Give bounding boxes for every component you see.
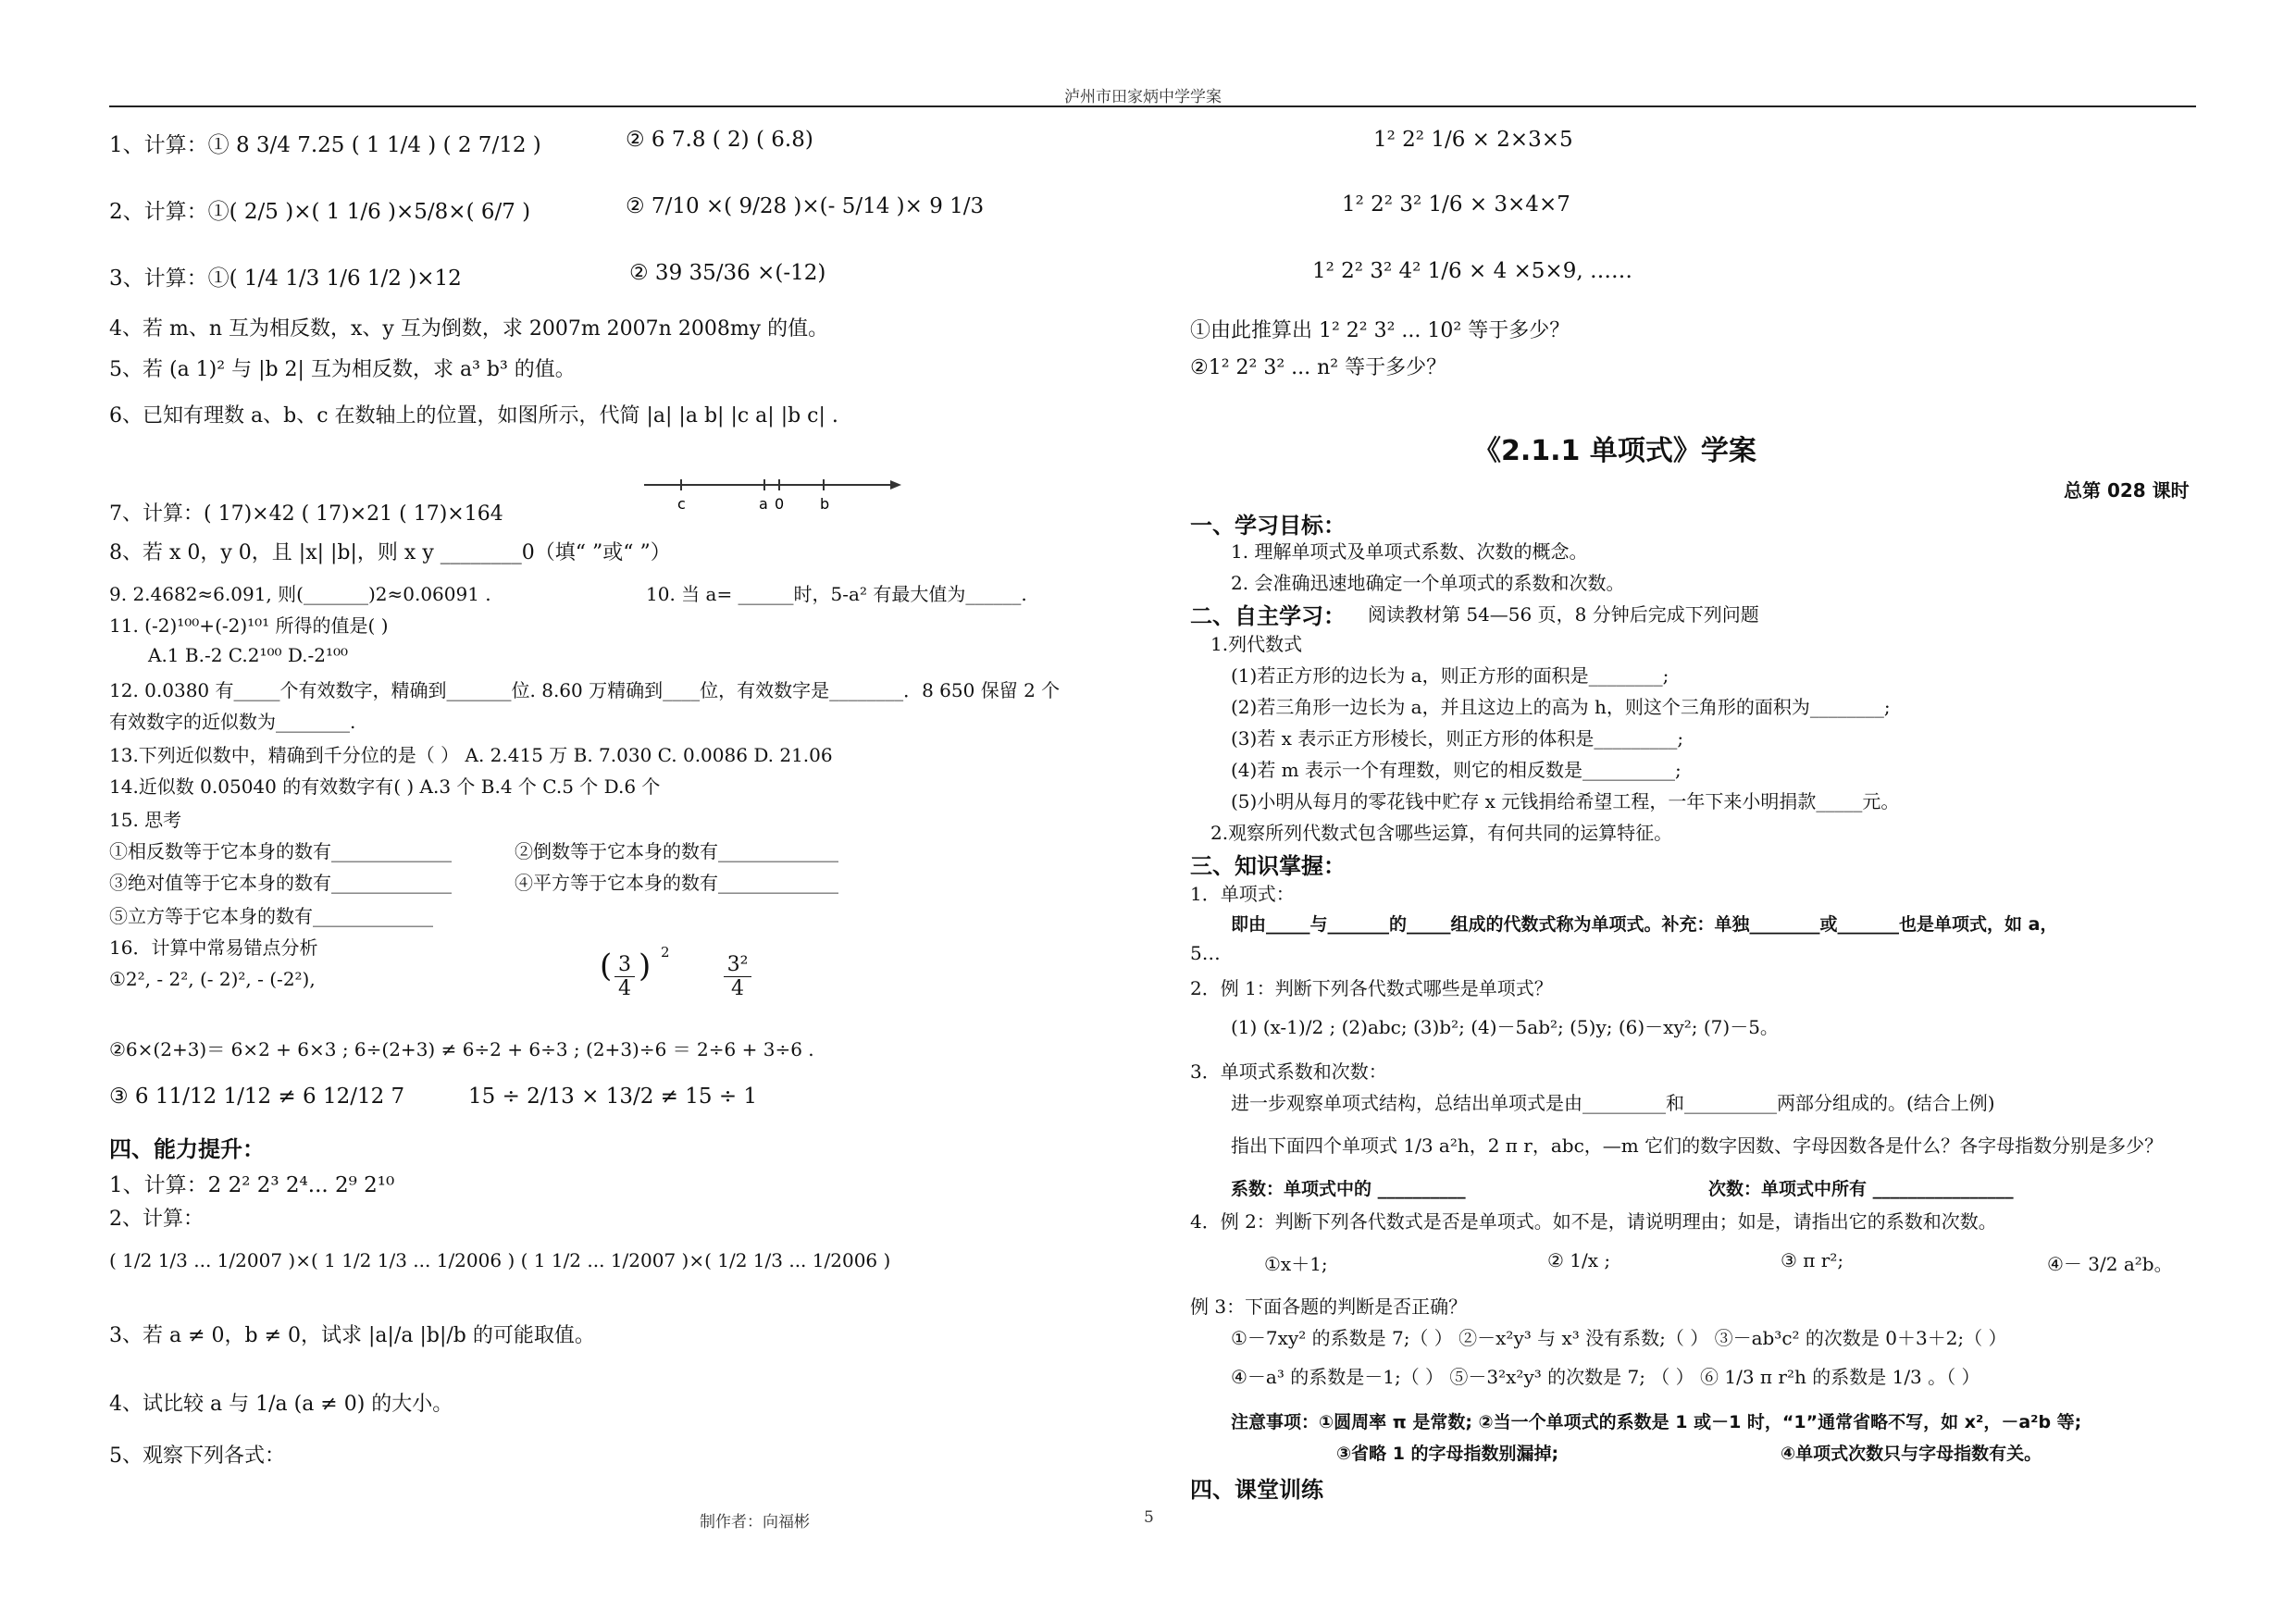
- footer-page-number: 5: [1144, 1508, 1154, 1527]
- page-header-school: 泸州市田家炳中学学案: [1064, 88, 1222, 106]
- ability-q2-title: 2、计算：: [109, 1208, 204, 1231]
- q8: 8、若 x 0，y 0，且 |x| |b|，则 x y ________0（填“ ”或“ ”）: [109, 541, 671, 564]
- ability-q2-expr: ( 1/2 1/3 ... 1/2007 )×( 1 1/2 1/3 ... 1/2006 ) ( 1 1/2 ... 1/2007 )×( 1/2 1/3 ... 1/2006 ): [109, 1249, 891, 1271]
- q9: 9. 2.4682≈6.091, 则(_______)2≈0.06091 .: [109, 583, 491, 605]
- paren-left: (: [600, 948, 613, 985]
- q16-line1: ①2², - 2², (- 2)², - (-2²),: [109, 968, 316, 990]
- notes-row2a: ③省略 1 的字母指数别漏掉;: [1336, 1444, 1559, 1464]
- ability-q3: 3、若 a ≠ 0，b ≠ 0，试求 |a|/a |b|/b 的可能取值。: [109, 1324, 595, 1347]
- pattern-line2: 1² 2² 3² 1/6 × 3×4×7: [1342, 192, 1570, 217]
- section-knowledge: 三、知识掌握：: [1190, 853, 1346, 879]
- example-2-b: ② 1/x ;: [1547, 1249, 1611, 1271]
- q16-line2: ②6×(2+3)＝ 6×2 + 6×3 ; 6÷(2+3) ≠ 6÷2 + 6÷3 ; (2+3)÷6 ＝ 2÷6 + 3÷6 .: [109, 1038, 814, 1060]
- paren-right: ): [639, 948, 652, 985]
- self-study-instruction: 阅读教材第 54—56 页，8 分钟后完成下列问题: [1368, 603, 1759, 626]
- footer-author: 制作者：向福彬: [700, 1513, 810, 1531]
- lesson-title: 《2.1.1 单项式》学案: [1473, 435, 1756, 467]
- label-c: c: [677, 495, 686, 513]
- fraction-3-4: [614, 953, 635, 1000]
- section-ability: 四、能力提升：: [109, 1136, 265, 1162]
- q13: 13.下列近似数中，精确到千分位的是（ ） A. 2.415 万 B. 7.030 C. 0.0086 D. 21.06: [109, 744, 833, 766]
- q11-options: A.1 B.-2 C.2¹⁰⁰ D.-2¹⁰⁰: [148, 644, 349, 666]
- label-b: b: [820, 495, 830, 513]
- knowledge-1-cont: 5…: [1190, 942, 1221, 964]
- fraction-3sq-4: [724, 953, 751, 1000]
- q7: 7、计算：( 17)×42 ( 17)×21 ( 17)×164: [109, 502, 503, 526]
- degree-def: 次数：单项式中所有 ________________: [1708, 1179, 2014, 1199]
- q2-part1: 2、计算：①( 2/5 )×( 1 1/6 )×5/8×( 6/7 ): [109, 200, 531, 224]
- q2-part2: ② 7/10 ×( 9/28 )×(- 5/14 )× 9 1/3: [626, 194, 985, 218]
- q1-part1: 1、计算：① 8 3/4 7.25 ( 1 1/4 ) ( 2 7/12 ): [109, 133, 541, 157]
- exponent-2: 2: [661, 944, 670, 961]
- fraction-numerator: 3: [614, 953, 635, 977]
- example-3: 例 3：下面各题的判断是否正确？: [1190, 1295, 1468, 1318]
- section-classroom: 四、课堂训练: [1190, 1477, 1323, 1503]
- self-study-1-4: (4)若 m 表示一个有理数，则它的相反数是__________;: [1231, 759, 1682, 781]
- example-2-a: ①x＋1;: [1264, 1253, 1328, 1275]
- q16-line3a: ③ 6 11/12 1/12 ≠ 6 12/12 7: [109, 1085, 405, 1109]
- example-1-items: (1) (x-1)/2 ; (2)abc; (3)b²; (4)－5ab²; (5)y; (6)－xy²; (7)－5。: [1231, 1016, 1779, 1038]
- example-2-c: ③ π r²;: [1781, 1249, 1844, 1271]
- section-goals: 一、学习目标：: [1190, 513, 1346, 539]
- ability-q1: 1、计算：2 2² 2³ 2⁴... 2⁹ 2¹⁰: [109, 1173, 395, 1197]
- q3-part2: ② 39 35/36 ×(-12): [629, 261, 826, 285]
- q5: 5、若 (a 1)² 与 |b 2| 互为相反数，求 a³ b³ 的值。: [109, 358, 576, 381]
- self-study-2: 2.观察所列代数式包含哪些运算，有何共同的运算特征。: [1210, 822, 1673, 844]
- q15-item2: ②倒数等于它本身的数有_____________: [515, 840, 838, 862]
- q14: 14.近似数 0.05040 的有效数字有( ) A.3 个 B.4 个 C.5 个 D.6 个: [109, 775, 661, 798]
- q10: 10. 当 a= ______时，5-a² 有最大值为______.: [646, 583, 1027, 605]
- example-2-d: ④－ 3/2 a²b。: [2047, 1253, 2173, 1275]
- q12-line1: 12. 0.0380 有_____个有效数字，精确到_______位. 8.60 万精确到____位，有效数字是________．8 650 保留 2 个: [109, 679, 1061, 701]
- label-a: a: [759, 495, 768, 513]
- pattern-line1: 1² 2² 1/6 × 2×3×5: [1373, 128, 1573, 152]
- notes-row1: 注意事项：①圆周率 π 是常数; ②当一个单项式的系数是 1 或－1 时，“1”通常省略不写，如 x²，－a²b 等;: [1231, 1412, 2082, 1432]
- q15-item3: ③绝对值等于它本身的数有_____________: [109, 872, 452, 894]
- header-rule: [109, 105, 2196, 107]
- pattern-q1: ①由此推算出 1² 2² 3² ... 10² 等于多少？: [1190, 319, 1570, 342]
- knowledge-3-text: 进一步观察单项式结构，总结出单项式是由_________和__________两部分组成的。(结合上例): [1231, 1092, 1995, 1114]
- q12-line2: 有效数字的近似数为________.: [109, 711, 356, 733]
- knowledge-1: 1．单项式：: [1190, 883, 1295, 905]
- fraction-denominator: 4: [618, 977, 631, 1000]
- fraction-numerator: 3²: [724, 953, 751, 977]
- coefficient-def: 系数：单项式中的 __________: [1231, 1179, 1466, 1199]
- label-0: 0: [775, 495, 785, 513]
- q3-part1: 3、计算：①( 1/4 1/3 1/6 1/2 )×12: [109, 267, 462, 291]
- self-study-1-5: (5)小明从每月的零花钱中贮存 x 元钱捐给希望工程，一年下来小明捐款_____元。: [1231, 790, 1900, 812]
- q15-title: 15. 思考: [109, 809, 182, 831]
- self-study-1: 1.列代数式: [1210, 633, 1303, 655]
- notes-row2b: ④单项式次数只与字母指数有关。: [1781, 1444, 2042, 1464]
- self-study-1-3: (3)若 x 表示正方形棱长，则正方形的体积是_________;: [1231, 727, 1684, 750]
- pattern-q2: ②1² 2² 3² ... n² 等于多少？: [1190, 356, 1447, 379]
- section-self-study: 二、自主学习：: [1190, 603, 1346, 629]
- lesson-number: 总第 028 课时: [2064, 479, 2190, 502]
- number-line: [644, 470, 903, 513]
- number-line-arrow: [890, 480, 901, 490]
- self-study-1-1: (1)若正方形的边长为 a，则正方形的面积是________;: [1231, 664, 1669, 687]
- ability-q4: 4、试比较 a 与 1/a (a ≠ 0) 的大小。: [109, 1393, 453, 1416]
- q16-title: 16．计算中常易错点分析: [109, 936, 318, 959]
- fraction-denominator: 4: [731, 977, 744, 1000]
- goal-2: 2. 会准确迅速地确定一个单项式的系数和次数。: [1231, 572, 1625, 594]
- example-1: 2．例 1：判断下列各代数式哪些是单项式？: [1190, 977, 1553, 999]
- example-3-row1: ①－7xy² 的系数是 7;（ ） ②－x²y³ 与 x³ 没有系数;（ ） ③－ab³c² 的次数是 0＋3＋2;（ ）: [1231, 1327, 2007, 1349]
- self-study-1-2: (2)若三角形一边长为 a，并且这边上的高为 h，则这个三角形的面积为________;: [1231, 696, 1891, 718]
- q15-item4: ④平方等于它本身的数有_____________: [515, 872, 838, 894]
- q1-part2: ② 6 7.8 ( 2) ( 6.8): [626, 128, 813, 152]
- example-2: 4．例 2：判断下列各代数式是否是单项式。如不是，请说明理由；如是，请指出它的系数和次数。: [1190, 1210, 1997, 1233]
- q16-line3b: 15 ÷ 2/13 × 13/2 ≠ 15 ÷ 1: [468, 1085, 758, 1109]
- example-3-row2: ④－a³ 的系数是－1;（ ） ⑤－3²x²y³ 的次数是 7; （ ） ⑥ 1/3 π r²h 的系数是 1/3 。（ ）: [1231, 1366, 1980, 1388]
- q15-item1: ①相反数等于它本身的数有_____________: [109, 840, 452, 862]
- pattern-line3: 1² 2² 3² 4² 1/6 × 4 ×5×9, ……: [1312, 259, 1632, 283]
- knowledge-3: 3．单项式系数和次数：: [1190, 1060, 1387, 1083]
- q6: 6、已知有理数 a、b、c 在数轴上的位置，如图所示，代简 |a| |a b| |c a| |b c| .: [109, 404, 838, 428]
- q15-item5: ⑤立方等于它本身的数有_____________: [109, 905, 433, 927]
- knowledge-1-definition: 即由_____与_______的_____组成的代数式称为单项式。补充：单独________或_______也是单项式，如 a，: [1231, 914, 2058, 935]
- goal-1: 1. 理解单项式及单项式系数、次数的概念。: [1231, 540, 1588, 563]
- ability-q5: 5、观察下列各式：: [109, 1444, 285, 1468]
- q11: 11. (-2)¹⁰⁰+(-2)¹⁰¹ 所得的值是( ): [109, 614, 389, 637]
- q4: 4、若 m、n 互为相反数，x、y 互为倒数，求 2007m 2007n 2008my 的值。: [109, 317, 829, 341]
- knowledge-3-question: 指出下面四个单项式 1/3 a²h，2 π r，abc，—m 它们的数字因数、字母因数各是什么？各字母指数分别是多少？: [1231, 1134, 2164, 1157]
